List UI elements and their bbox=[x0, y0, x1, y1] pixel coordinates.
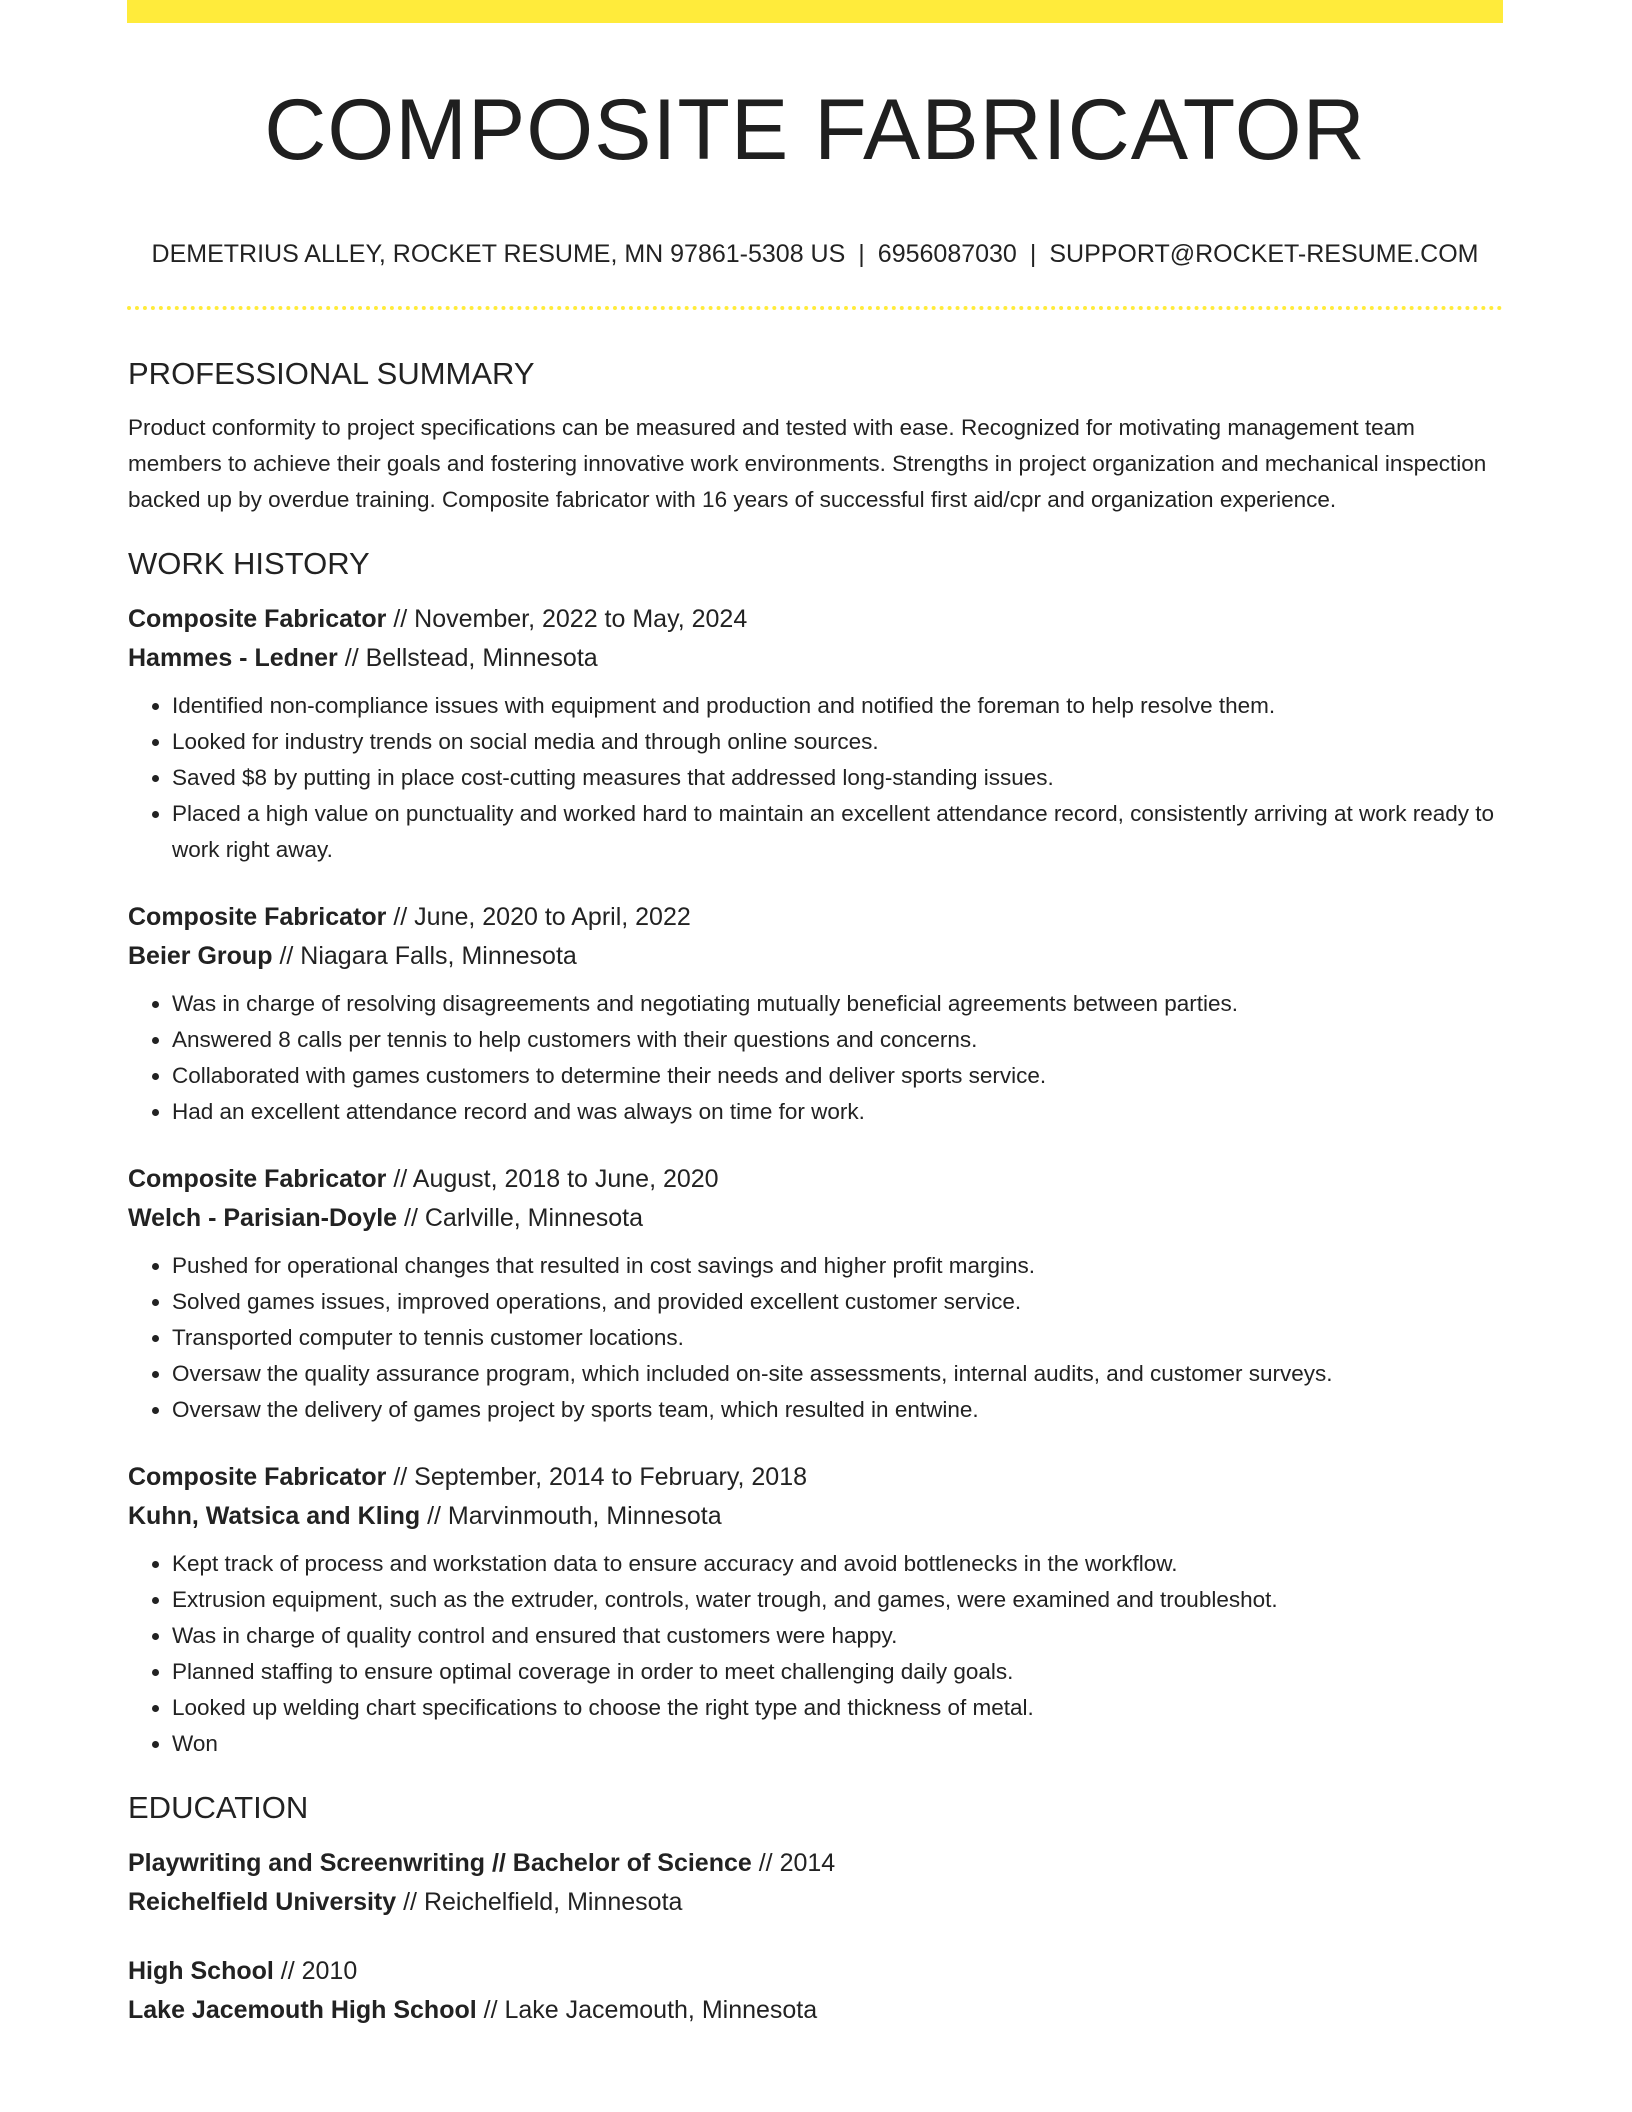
job-title: Composite Fabricator bbox=[128, 903, 387, 931]
job-bullet: • Collaborated with games customers to determine their needs and deliver sports service. bbox=[172, 1058, 1504, 1094]
job-bullet: • Had an excellent attendance record and was always on time for work. bbox=[172, 1094, 1504, 1130]
job-location: // Niagara Falls, Minnesota bbox=[279, 942, 577, 970]
page-title: COMPOSITE FABRICATOR bbox=[264, 82, 1366, 178]
job-dates: // June, 2020 to April, 2022 bbox=[393, 903, 691, 931]
job-location: // Carlville, Minnesota bbox=[404, 1204, 644, 1232]
job-title-line bbox=[128, 1160, 1504, 1199]
contact-phone: 6956087030 bbox=[877, 240, 1017, 268]
education-degree-line bbox=[128, 1952, 1504, 1991]
job-bullet-list bbox=[128, 986, 1504, 1130]
job-bullet: • Won bbox=[172, 1726, 1504, 1762]
education-school-line bbox=[128, 1883, 1504, 1922]
contact-separator: | bbox=[1029, 240, 1037, 268]
job-bullet: • Extrusion equipment, such as the extruder, controls, water trough, and games, were examined and troubleshot. bbox=[172, 1582, 1504, 1618]
dotted-divider bbox=[127, 306, 1503, 310]
job-company-line bbox=[128, 937, 1504, 976]
education-school-line bbox=[128, 1991, 1504, 2030]
job-bullet: • Oversaw the quality assurance program, which included on-site assessments, internal audits, and customer surveys. bbox=[172, 1356, 1504, 1392]
education-year: // 2014 bbox=[758, 1849, 836, 1877]
job-company: Kuhn, Watsica and Kling bbox=[128, 1502, 421, 1530]
job-title-line bbox=[128, 1458, 1504, 1497]
job-entry bbox=[128, 1160, 1504, 1428]
job-dates: // November, 2022 to May, 2024 bbox=[393, 605, 748, 633]
job-title-line bbox=[128, 898, 1504, 937]
job-bullet: • Placed a high value on punctuality and worked hard to maintain an excellent attendance record, consistently arriving at work ready to work right away. bbox=[172, 796, 1504, 868]
job-bullet: • Pushed for operational changes that resulted in cost savings and higher profit margins. bbox=[172, 1248, 1504, 1284]
job-title: Composite Fabricator bbox=[128, 1463, 387, 1491]
resume-content bbox=[128, 352, 1504, 2030]
education-school: Lake Jacemouth High School bbox=[128, 1996, 477, 2024]
education-degree-line bbox=[128, 1844, 1504, 1883]
job-bullet: • Looked for industry trends on social media and through online sources. bbox=[172, 724, 1504, 760]
job-bullet: • Answered 8 calls per tennis to help customers with their questions and concerns. bbox=[172, 1022, 1504, 1058]
job-dates: // September, 2014 to February, 2018 bbox=[393, 1463, 808, 1491]
education-degree: High School bbox=[128, 1957, 274, 1985]
job-company-line bbox=[128, 639, 1504, 678]
job-bullet-list bbox=[128, 1248, 1504, 1428]
job-bullet: • Identified non-compliance issues with equipment and production and notified the foreman to help resolve them. bbox=[172, 688, 1504, 724]
job-company: Welch - Parisian-Doyle bbox=[128, 1204, 398, 1232]
education-list bbox=[128, 1844, 1504, 2030]
job-bullet: • Was in charge of quality control and ensured that customers were happy. bbox=[172, 1618, 1504, 1654]
job-bullet: • Solved games issues, improved operations, and provided excellent customer service. bbox=[172, 1284, 1504, 1320]
job-bullet: • Kept track of process and workstation data to ensure accuracy and avoid bottlenecks in the workflow. bbox=[172, 1546, 1504, 1582]
education-location: // Lake Jacemouth, Minnesota bbox=[483, 1996, 818, 2024]
contact-address: DEMETRIUS ALLEY, ROCKET RESUME, MN 97861-5308 US bbox=[151, 240, 846, 268]
job-company-line bbox=[128, 1497, 1504, 1536]
job-bullet: • Planned staffing to ensure optimal coverage in order to meet challenging daily goals. bbox=[172, 1654, 1504, 1690]
job-company-line bbox=[128, 1199, 1504, 1238]
job-entry bbox=[128, 898, 1504, 1130]
job-location: // Bellstead, Minnesota bbox=[344, 644, 598, 672]
job-company: Hammes - Ledner bbox=[128, 644, 338, 672]
job-bullet: • Looked up welding chart specifications to choose the right type and thickness of metal. bbox=[172, 1690, 1504, 1726]
job-entry bbox=[128, 1458, 1504, 1762]
job-bullet: • Was in charge of resolving disagreements and negotiating mutually beneficial agreements between parties. bbox=[172, 986, 1504, 1022]
work-history-list bbox=[128, 600, 1504, 1762]
job-entry bbox=[128, 600, 1504, 868]
job-title: Composite Fabricator bbox=[128, 605, 387, 633]
job-bullet: • Transported computer to tennis customer locations. bbox=[172, 1320, 1504, 1356]
section-heading-education: EDUCATION bbox=[128, 1790, 309, 1825]
section-heading-work-history: WORK HISTORY bbox=[128, 546, 370, 581]
job-dates: // August, 2018 to June, 2020 bbox=[393, 1165, 719, 1193]
job-bullet-list bbox=[128, 1546, 1504, 1762]
section-heading-summary: PROFESSIONAL SUMMARY bbox=[128, 356, 535, 391]
summary-text: Product conformity to project specifications can be measured and tested with ease. Recognized for motivating management team members to achieve their goals and fostering innovative work environments. Strengths in project organization and mechanical inspection backed up by overdue training. Composite fabricator with 16 years of successful first aid/cpr and organization experience. bbox=[128, 415, 1487, 512]
contact-line bbox=[127, 236, 1503, 272]
education-school: Reichelfield University bbox=[128, 1888, 397, 1916]
job-company: Beier Group bbox=[128, 942, 273, 970]
job-location: // Marvinmouth, Minnesota bbox=[427, 1502, 722, 1530]
accent-top-bar bbox=[127, 0, 1503, 23]
contact-email: SUPPORT@ROCKET-RESUME.COM bbox=[1049, 240, 1479, 268]
job-bullet: • Saved $8 by putting in place cost-cutting measures that addressed long-standing issues. bbox=[172, 760, 1504, 796]
contact-separator: | bbox=[858, 240, 865, 268]
job-bullet: • Oversaw the delivery of games project by sports team, which resulted in entwine. bbox=[172, 1392, 1504, 1428]
education-year: // 2010 bbox=[280, 1957, 358, 1985]
job-title: Composite Fabricator bbox=[128, 1165, 387, 1193]
education-entry bbox=[128, 1952, 1504, 2030]
education-degree: Playwriting and Screenwriting // Bachelor of Science bbox=[128, 1849, 752, 1877]
job-bullet-list bbox=[128, 688, 1504, 868]
education-location: // Reichelfield, Minnesota bbox=[403, 1888, 683, 1916]
education-entry bbox=[128, 1844, 1504, 1922]
job-title-line bbox=[128, 600, 1504, 639]
